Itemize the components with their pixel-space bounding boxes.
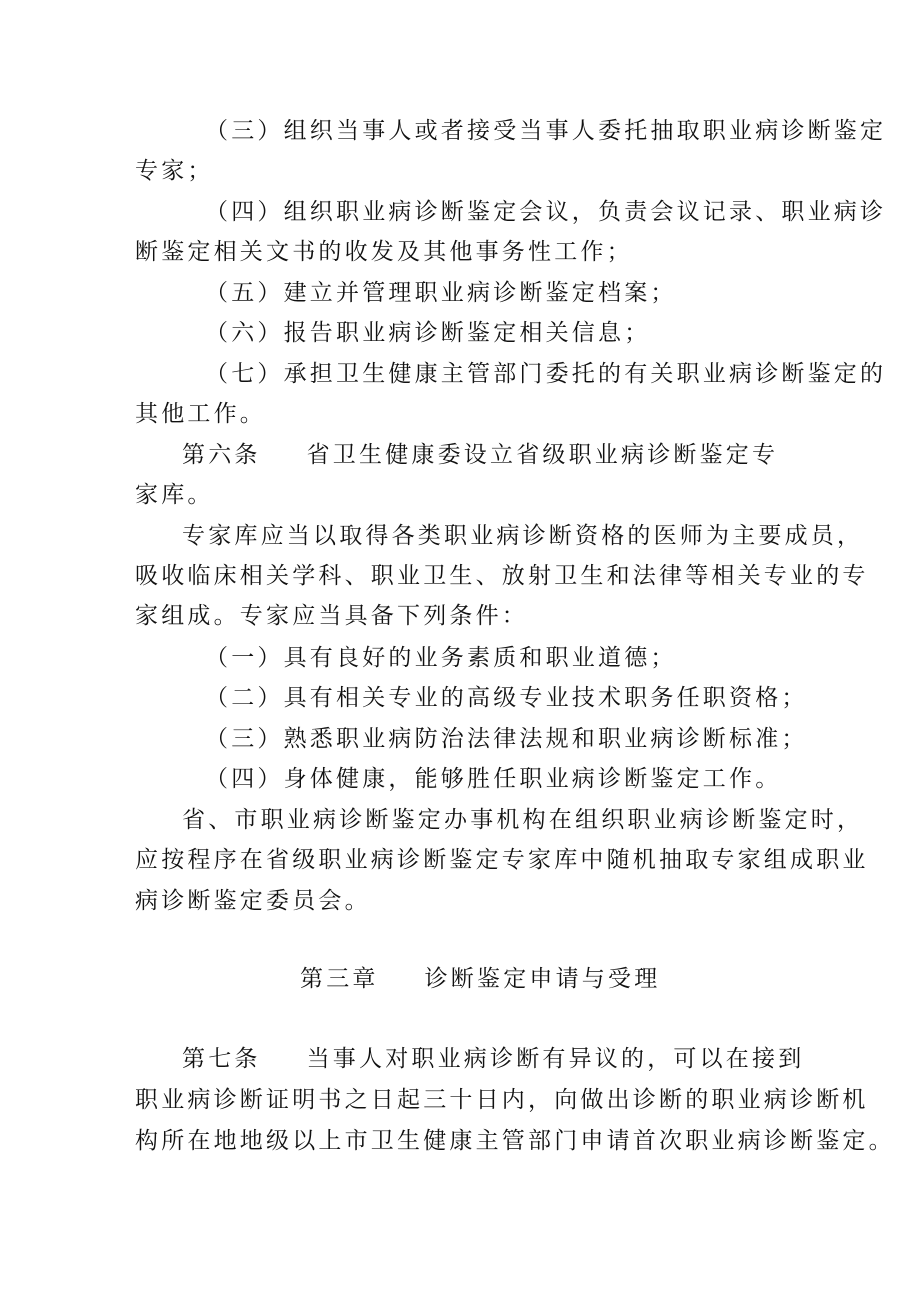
chapter-number: 第三章 [300,966,379,992]
item-4-line-2: 断鉴定相关文书的收发及其他事务性工作； [135,239,633,265]
item-6: （六）报告职业病诊断鉴定相关信息； [205,320,651,346]
article-7-heading [182,1044,804,1074]
item-5: （五）建立并管理职业病诊断鉴定档案； [205,280,677,306]
article-7-number: 第七条 [182,1046,261,1072]
article-7-text: 当事人对职业病诊断有异议的，可以在接到 [306,1046,805,1072]
condition-4: （四）身体健康，能够胜任职业病诊断鉴定工作。 [205,766,782,792]
selection-para-line-1: 省、市职业病诊断鉴定办事机构在组织职业病诊断鉴定时， [182,807,864,833]
condition-1: （一）具有良好的业务素质和职业道德； [205,645,677,671]
selection-para-line-2: 应按程序在省级职业病诊断鉴定专家库中随机抽取专家组成职业 [135,847,869,873]
article-7-line-2: 职业病诊断证明书之日起三十日内，向做出诊断的职业病诊断机 [135,1087,869,1113]
condition-3: （三）熟悉职业病防治法律法规和职业病诊断标准； [205,726,808,752]
selection-para-line-3: 病诊断鉴定委员会。 [135,888,371,914]
item-7-line-2: 其他工作。 [135,401,266,427]
item-3-line-2: 专家； [135,158,214,184]
item-4-line-1: （四）组织职业病诊断鉴定会议，负责会议记录、职业病诊 [205,199,887,225]
article-6-text: 省卫生健康委设立省级职业病诊断鉴定专 [306,442,779,468]
item-7-line-1: （七）承担卫生健康主管部门委托的有关职业病诊断鉴定的 [205,361,887,387]
expert-pool-para-line-3: 家组成。专家应当具备下列条件： [135,603,528,629]
article-7-line-3: 构所在地地级以上市卫生健康主管部门申请首次职业病诊断鉴定。 [135,1128,895,1154]
condition-2: （二）具有相关专业的高级专业技术职务任职资格； [205,685,808,711]
article-6-heading [182,440,778,470]
expert-pool-para-line-1: 专家库应当以取得各类职业病诊断资格的医师为主要成员， [182,523,864,549]
expert-pool-para-line-2: 吸收临床相关学科、职业卫生、放射卫生和法律等相关专业的专 [135,563,869,589]
article-6-number: 第六条 [182,442,261,468]
chapter-title: 诊断鉴定申请与受理 [424,966,661,992]
item-3-line-1: （三）组织当事人或者接受当事人委托抽取职业病诊断鉴定 [205,118,887,144]
article-6-line-2: 家库。 [135,482,214,508]
chapter-heading [300,964,660,994]
